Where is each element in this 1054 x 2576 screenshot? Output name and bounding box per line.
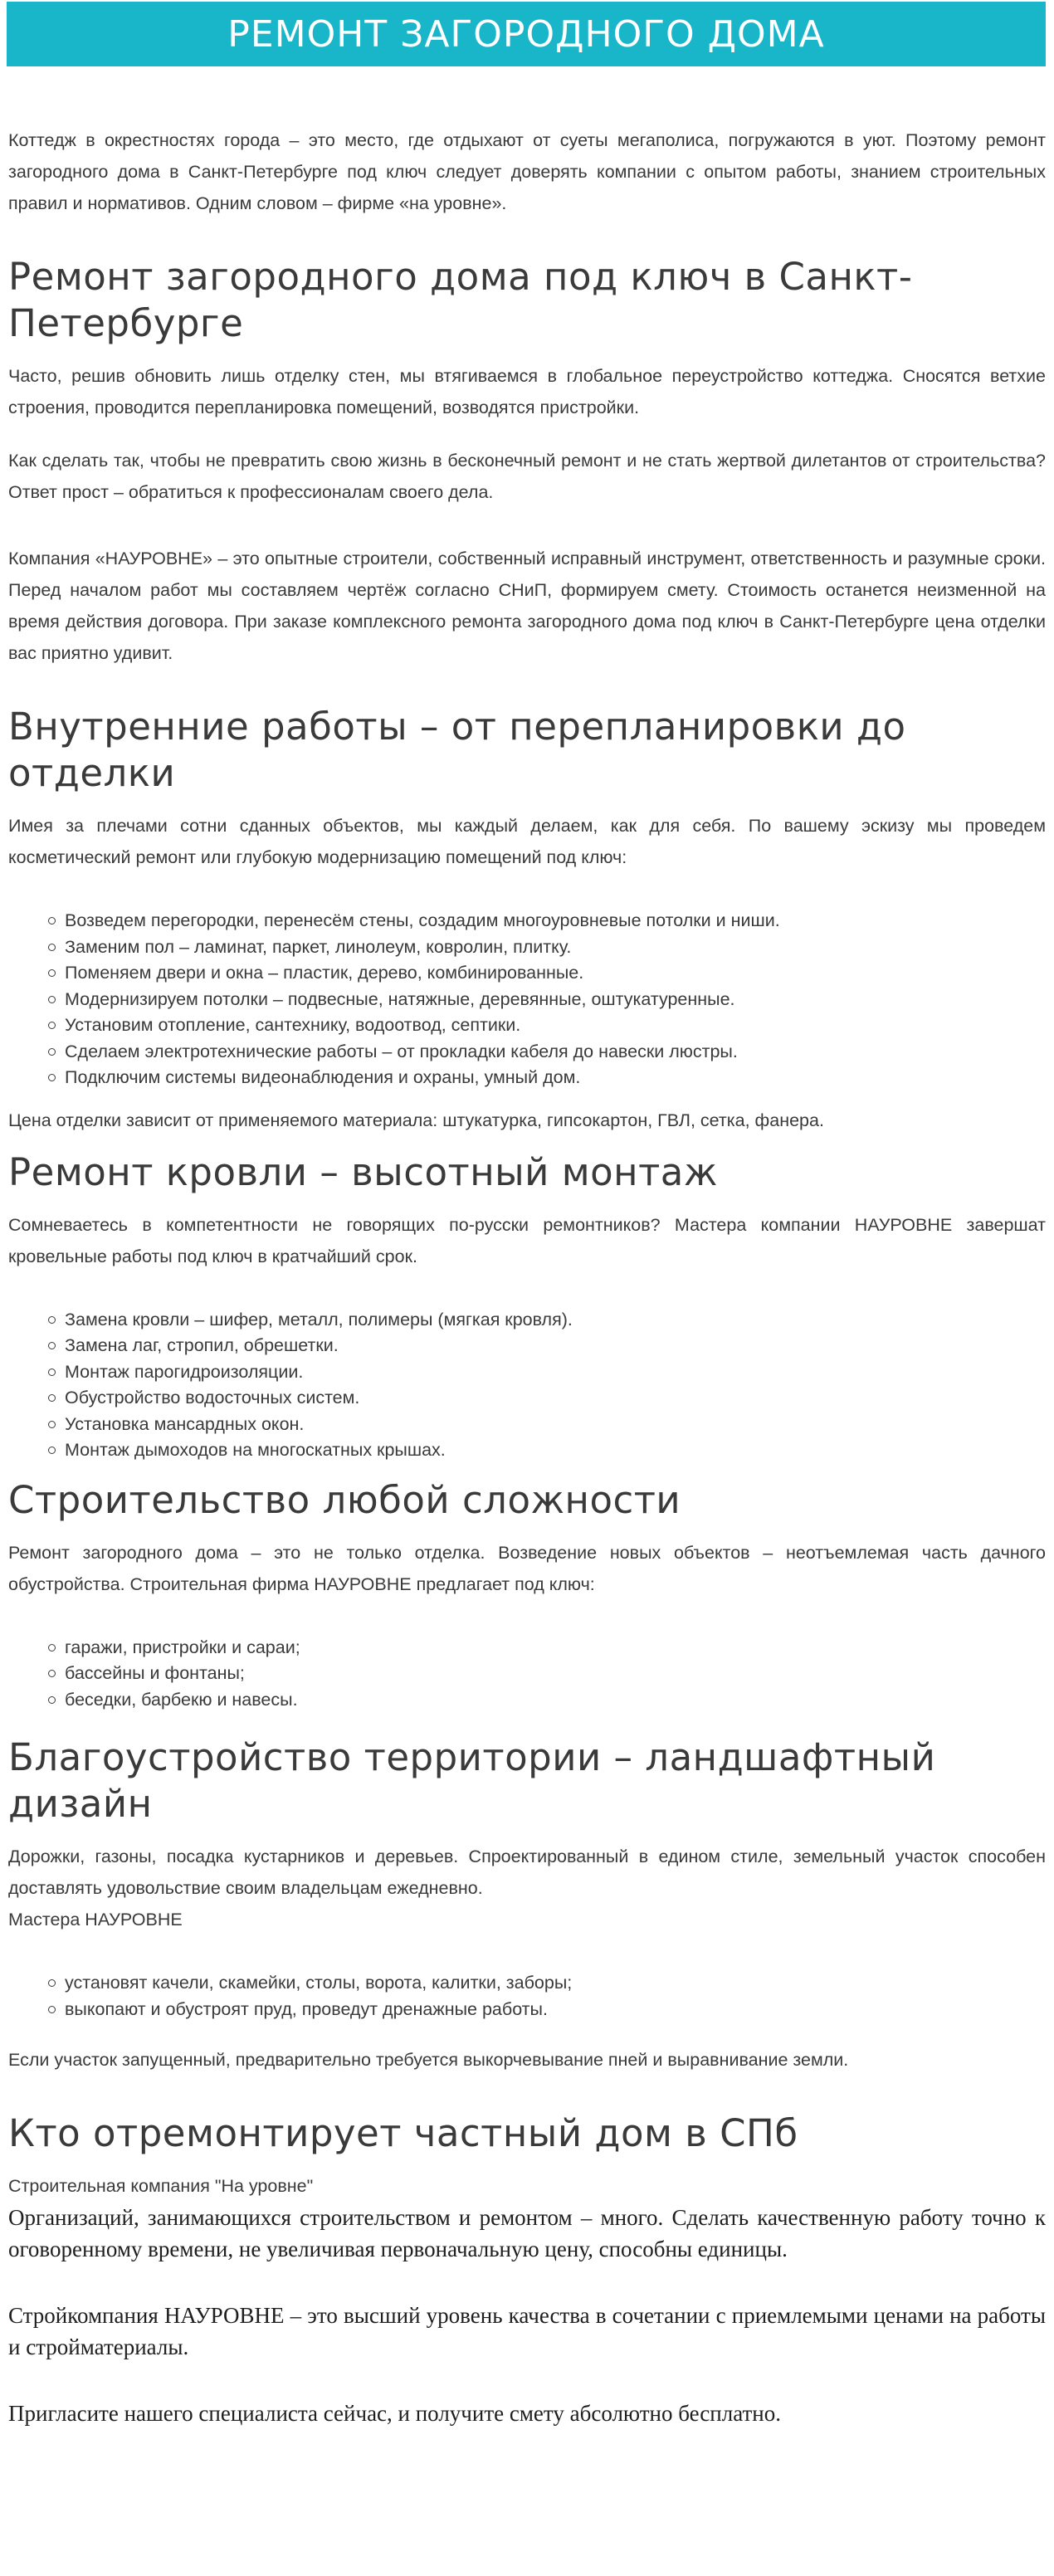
list-item: Сделаем электротехнические работы – от прокладки кабеля до навески люстры.: [48, 1039, 1046, 1066]
section-heading-who-repairs: Кто отремонтирует частный дом в СПб: [8, 2111, 798, 2155]
call-to-action: Пригласите нашего специалиста сейчас, и получите смету абсолютно бесплатно.: [8, 2401, 781, 2426]
paragraph: Ремонт загородного дома – это не только отделка. Возведение новых объектов – неотъемлемая часть дачного обустройства. Строительная фирма НАУРОВНЕ предлагает под ключ:: [8, 1542, 1046, 1594]
paragraph: Имея за плечами сотни сданных объектов, мы каждый делаем, как для себя. По вашему эскизу мы проведем косметический ремонт или глубокую модернизацию помещений под ключ:: [8, 816, 1046, 867]
list-item: Возведем перегородки, перенесём стены, создадим многоуровневые потолки и ниши.: [48, 908, 1046, 934]
list-item: Заменим пол – ламинат, паркет, линолеум, ковролин, плитку.: [48, 934, 1046, 961]
list-item: Установим отопление, сантехнику, водоотвод, септики.: [48, 1012, 1046, 1039]
section-heading-construction: Строительство любой сложности: [8, 1477, 681, 1522]
title-banner: [7, 2, 1046, 66]
list-item: беседки, барбекю и навесы.: [48, 1687, 1046, 1714]
list-item: Поменяем двери и окна – пластик, дерево, комбинированные.: [48, 960, 1046, 987]
paragraph: Цена отделки зависит от применяемого материала: штукатурка, гипсокартон, ГВЛ, сетка, фанера.: [8, 1110, 824, 1130]
list-item: Монтаж парогидроизоляции.: [48, 1359, 1046, 1386]
list-item: установят качели, скамейки, столы, ворота, калитки, заборы;: [48, 1970, 1046, 1997]
list-item: Модернизируем потолки – подвесные, натяжные, деревянные, оштукатуренные.: [48, 987, 1046, 1013]
paragraph: Компания «НАУРОВНЕ» – это опытные строители, собственный исправный инструмент, ответственность и разумные сроки. Перед началом работ мы составляем чертёж согласно СНиП, формируем смету. Стоимость останется неизменной на время действия договора. При заказе комплексного ремонта загородного дома под ключ в Санкт-Петербурге цена отделки вас приятно удивит.: [8, 549, 1046, 663]
section-heading-roof: Ремонт кровли – высотный монтаж: [8, 1149, 718, 1194]
section-heading-landscape: Благоустройство территории – ландшафтный дизайн: [8, 1735, 936, 1826]
list-item: гаражи, пристройки и сараи;: [48, 1635, 1046, 1661]
paragraph: Как сделать так, чтобы не превратить свою жизнь в бесконечный ремонт и не стать жертвой дилетантов от строительства? Ответ прост – обратиться к профессионалам своего дела.: [8, 451, 1046, 502]
list-item: Монтаж дымоходов на многоскатных крышах.: [48, 1437, 1046, 1464]
intro-paragraph: Коттедж в окрестностях города – это место, где отдыхают от суеты мегаполиса, погружаются в уют. Поэтому ремонт загородного дома в Санкт-Петербурге под ключ следует доверять компании с опытом работы, знанием строительных правил и нормативов. Одним словом – фирме «на уровне».: [8, 130, 1046, 213]
paragraph: Дорожки, газоны, посадка кустарников и деревьев. Спроектированный в едином стиле, земельный участок способен доставлять удовольствие своим владельцам ежедневно.: [8, 1847, 1046, 1898]
roof-works-list: [8, 1307, 1046, 1464]
page-title: РЕМОНТ ЗАГОРОДНОГО ДОМА: [227, 12, 825, 56]
construction-list: [8, 1635, 1046, 1714]
landscape-list: [8, 1970, 1046, 2022]
list-item: выкопают и обустроят пруд, проведут дренажные работы.: [48, 1997, 1046, 2023]
paragraph: Стройкомпания НАУРОВНЕ – это высший уровень качества в сочетании с приемлемыми ценами на работы и стройматериалы.: [8, 2303, 1046, 2359]
list-item: Замена лаг, стропил, обрешетки.: [48, 1333, 1046, 1359]
section-heading-interior: Внутренние работы – от перепланировки до отделки: [8, 705, 906, 795]
list-item: Обустройство водосточных систем.: [48, 1385, 1046, 1412]
list-item: Установка мансардных окон.: [48, 1412, 1046, 1438]
paragraph: Организаций, занимающихся строительством и ремонтом – много. Сделать качественную работу точно к оговоренному времени, не увеличивая первоначальную цену, способны единицы.: [8, 2205, 1046, 2261]
paragraph: Сомневаетесь в компетентности не говорящих по-русски ремонтников? Мастера компании НАУРОВНЕ завершат кровельные работы под ключ в кратчайший срок.: [8, 1214, 1046, 1266]
list-item: Подключим системы видеонаблюдения и охраны, умный дом.: [48, 1065, 1046, 1091]
list-item: бассейны и фонтаны;: [48, 1661, 1046, 1687]
company-caption: Строительная компания "На уровне": [8, 2176, 314, 2196]
article-content: [8, 124, 1046, 2429]
interior-works-list: [8, 908, 1046, 1091]
paragraph: Если участок запущенный, предварительно требуется выкорчевывание пней и выравнивание земли.: [8, 2050, 849, 2070]
paragraph: Мастера НАУРОВНЕ: [8, 1910, 183, 1930]
paragraph: Часто, решив обновить лишь отделку стен, мы втягиваемся в глобальное переустройство коттеджа. Сносятся ветхие строения, проводится перепланировка помещений, возводятся пристройки.: [8, 366, 1046, 417]
section-heading-turnkey: Ремонт загородного дома под ключ в Санкт-Петербурге: [8, 255, 913, 345]
list-item: Замена кровли – шифер, металл, полимеры (мягкая кровля).: [48, 1307, 1046, 1334]
